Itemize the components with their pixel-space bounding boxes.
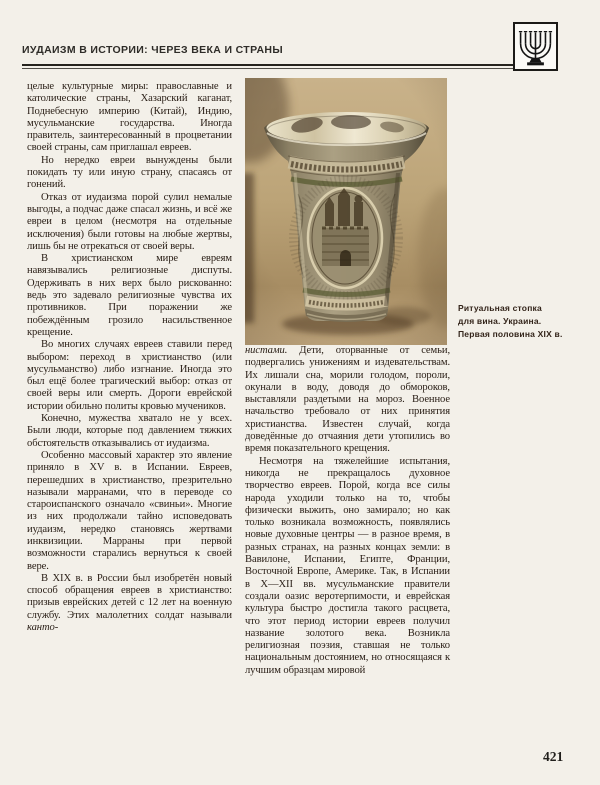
text-column-right (245, 345, 450, 677)
paragraph: Конечно, мужества хватало не у всех. Были люди, которые под давлением тяжких обстоятельств отказывались от иудаизма. (27, 413, 232, 449)
paragraph: Несмотря на тяжелейшие испытания, никогда не прекращалось духовное творчество евреев. Порой, когда все силы народа уходили только на то, чтобы физически выжить, оно замирало; но как только возникала возможность, появлялись новые духовные центры — в разное время, в разных странах, на разных концах земли: в Вавилоне, Испании, Египте, Франции, Восточной Европе, Америке. Так, в Испании в X—XII вв. мусульманские правители создали оазис веротерпимости, и еврейская культура быстро достигла такого расцвета, что этот период истории евреев получил название золотого века. Возникла религиозная поэзия, ставшая не только национальным достоянием, но относящаяся к лучшим образцам мировой (245, 455, 450, 676)
figure-caption (458, 302, 588, 341)
paragraph-text: Дети, оторванные от семьи, подвергались унижениям и издевательствам. Их лишали сна, морили голодом, пороли, окунали в воду, доводя до обмороков, выставляли раздетыми на мороз. Военное начальство требовало от них принятия христианства. Известен случай, когда доведённые до отчаяния дети утопились во время показательного крещения. (245, 345, 450, 455)
paragraph: Отказ от иудаизма порой сулил немалые выгоды, а подчас даже спасал жизнь, и всё же евреи в целом (несмотря на отдельные исключения) были готовы на любые жертвы, лишь бы не отрекаться от своей веры. (27, 191, 232, 252)
paragraph: Во многих случаях евреев ставили перед выбором: переход в христианство (или мусульманство) либо изгнание. Иногда это был ещё более трагический выбор: отказ от своей веры или смерть. Дороги еврейской истории обильно политы кровью мучеников. (27, 339, 232, 412)
paragraph: Особенно массовый характер это явление приняло в XV в. в Испании. Евреев, перешедших в христианство, презрительно называли марранами, что в переводе со староиспанского означало «свиньи». Многие из них продолжали тайно исповедовать иудаизм, нередко становясь жертвами инквизиции. Марраны при первой возможности старались вернуться к своей вере. (27, 449, 232, 572)
paragraph: Но нередко евреи вынуждены были покидать ту или иную страну, спасаясь от гонений. (27, 154, 232, 191)
chapter-emblem (513, 22, 558, 71)
paragraph (245, 345, 450, 456)
figure-caption-line: Первая половина XIX в. (458, 329, 563, 339)
paragraph: целые культурные миры: православные и католические страны, Хазарский каганат, Поднебесную империю (Китай), Индию, мусульманские государства. Иногда правитель, заинтересованный в процветании своей страны, сам приглашал евреев. (27, 81, 232, 154)
paragraph: В христианском мире евреям навязывались религиозные диспуты. Одерживать в них верх было рискованно: ведь это задевало религиозные чувства их противников. При поражении же побеждённым грозило насильственное крещение. (27, 253, 232, 338)
figure-caption-line: Ритуальная стопка (458, 303, 542, 313)
running-head: ИУДАИЗМ В ИСТОРИИ: ЧЕРЕЗ ВЕКА И СТРАНЫ (22, 44, 283, 56)
paragraph-text: В XIX в. в России был изобретён новый способ обращения евреев в христианство: призыв еврейских детей с 12 лет на военную службу. Этих малолетних солдат называли (27, 572, 232, 621)
paragraph (27, 573, 232, 634)
menorah-icon (515, 24, 556, 69)
text-column-left (27, 81, 232, 634)
figure-caption-line: для вина. Украина. (458, 316, 542, 326)
page-number: 421 (543, 749, 564, 764)
figure-photo (245, 78, 447, 345)
italic-term: нистами. (245, 345, 288, 356)
italic-term: канто- (27, 622, 59, 634)
header-rule (22, 64, 513, 66)
header-rule-thin (22, 68, 513, 69)
ritual-cup-photo (245, 78, 447, 345)
